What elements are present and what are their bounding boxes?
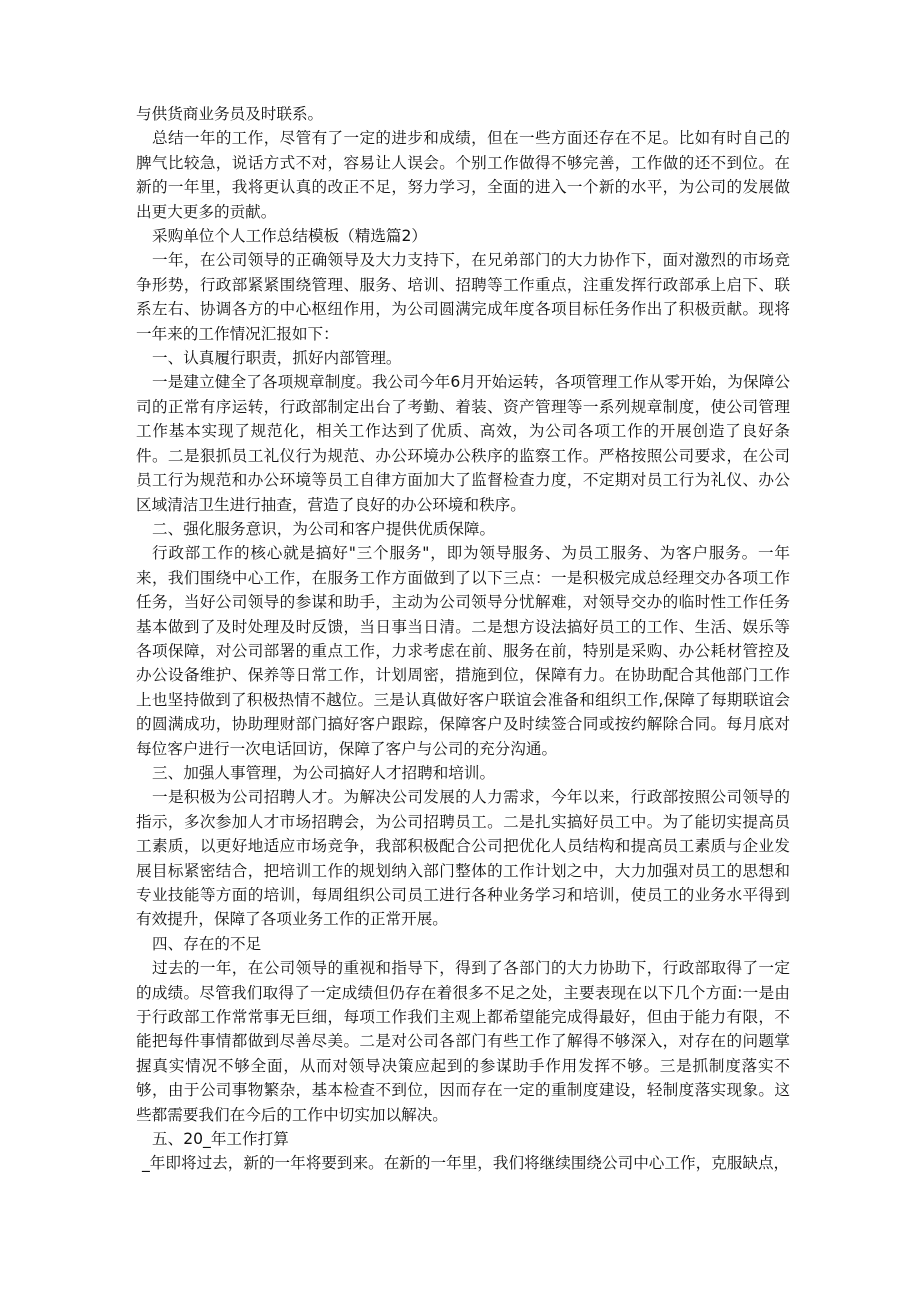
paragraph-continuation: 与供货商业务员及时联系。 <box>136 105 324 123</box>
paragraph-4: 过去的一年，在公司领导的重视和指导下，得到了各部门的大力协助下，行政部取得了一定的成绩。尽管我们取得了一定成绩但仍存在着很多不足之处，主要表现在以下几个方面:一是由于行政部工作常常事无巨细，每项工作我们主观上都希望能完成得最好，但由于能力有限，不能把每件事情都做到尽善尽美。二是对公司各部门有些工作了解得不够深入，对存在的问题掌握真实情况不够全面，从而对领导决策应起到的参谋助手作用发挥不够。三是抓制度落实不够，由于公司事物繁杂，基本检查不到位，因而存在一定的重制度建设，轻制度落实现象。这些都需要我们在今后的工作中切实加以解决。 <box>136 959 790 1124</box>
paragraph-summary: 总结一年的工作，尽管有了一定的进步和成绩，但在一些方面还存在不足。比如有时自己的脾气比较急，说话方式不对，容易让人误会。个别工作做得不够完善，工作做的还不到位。在新的一年里，我将更认真的改正不足，努力学习，全面的进入一个新的水平，为公司的发展做出更大更多的贡献。 <box>136 129 790 221</box>
paragraph-2: 行政部工作的核心就是搞好"三个服务"，即为领导服务、为员工服务、为客户服务。一年来，我们围绕中心工作，在服务工作方面做到了以下三点：一是积极完成总经理交办各项工作任务，当好公司领导的参谋和助手，主动为公司领导分忧解难，对领导交办的临时性工作任务基本做到了及时处理及时反馈，当日事当日清。二是想方设法搞好员工的工作、生活、娱乐等各项保障，对公司部署的重点工作，力求考虑在前、服务在前，特别是采购、办公耗材管控及办公设备维护、保养等日常工作，计划周密，措施到位，保障有力。在协助配合其他部门工作上也坚持做到了积极热情不越位。三是认真做好客户联谊会准备和组织工作,保障了每期联谊会的圆满成功，协助理财部门搞好客户跟踪，保障客户及时续签合同或按约解除合同。每月底对每位客户进行一次电话回访，保障了客户与公司的充分沟通。 <box>136 544 790 758</box>
document-page <box>136 102 790 1176</box>
paragraph-1: 一是建立健全了各项规章制度。我公司今年6月开始运转，各项管理工作从零开始，为保障公司的正常有序运转，行政部制定出台了考勤、着装、资产管理等一系列规章制度，使公司管理工作基本实现了规范化，相关工作达到了优质、高效，为公司各项工作的开展创造了良好条件。二是狠抓员工礼仪行为规范、办公环境办公秩序的监察工作。严格按照公司要求，在公司员工行为规范和办公环境等员工自律方面加大了监督检查力度，不定期对员工行为礼仪、办公区域清洁卫生进行抽查，营造了良好的办公环境和秩序。 <box>136 373 790 514</box>
section-title: 采购单位个人工作总结模板（精选篇2） <box>152 227 428 246</box>
heading-5: 五、20_年工作打算 <box>152 1130 289 1149</box>
heading-2: 二、强化服务意识，为公司和客户提供优质保障。 <box>152 519 496 538</box>
paragraph-intro: 一年，在公司领导的正确领导及大力支持下，在兄弟部门的大力协作下，面对激烈的市场竞争形势，行政部紧紧围绕管理、服务、培训、招聘等工作重点，注重发挥行政部承上启下、联系左右、协调各方的中心枢纽作用，为公司圆满完成年度各项目标任务作出了积极贡献。现将一年来的工作情况汇报如下： <box>136 251 790 343</box>
heading-4: 四、存在的不足 <box>152 934 262 953</box>
heading-1: 一、认真履行职责，抓好内部管理。 <box>152 349 402 368</box>
paragraph-3: 一是积极为公司招聘人才。为解决公司发展的人力需求，今年以来，行政部按照公司领导的指示，多次参加人才市场招聘会，为公司招聘员工。二是扎实搞好员工中。为了能切实提高员工素质，以更好地适应市场竞争，我部积极配合公司把优化人员结构和提高员工素质与企业发展目标紧密结合，把培训工作的规划纳入部门整体的工作计划之中，大力加强对员工的思想和专业技能等方面的培训，每周组织公司员工进行各种业务学习和培训，使员工的业务水平得到有效提升，保障了各项业务工作的正常开展。 <box>136 788 790 929</box>
heading-3: 三、加强人事管理，为公司搞好人才招聘和培训。 <box>152 763 496 782</box>
paragraph-5: _年即将过去，新的一年将要到来。在新的一年里，我们将继续围绕公司中心工作，克服缺点， <box>142 1154 790 1173</box>
